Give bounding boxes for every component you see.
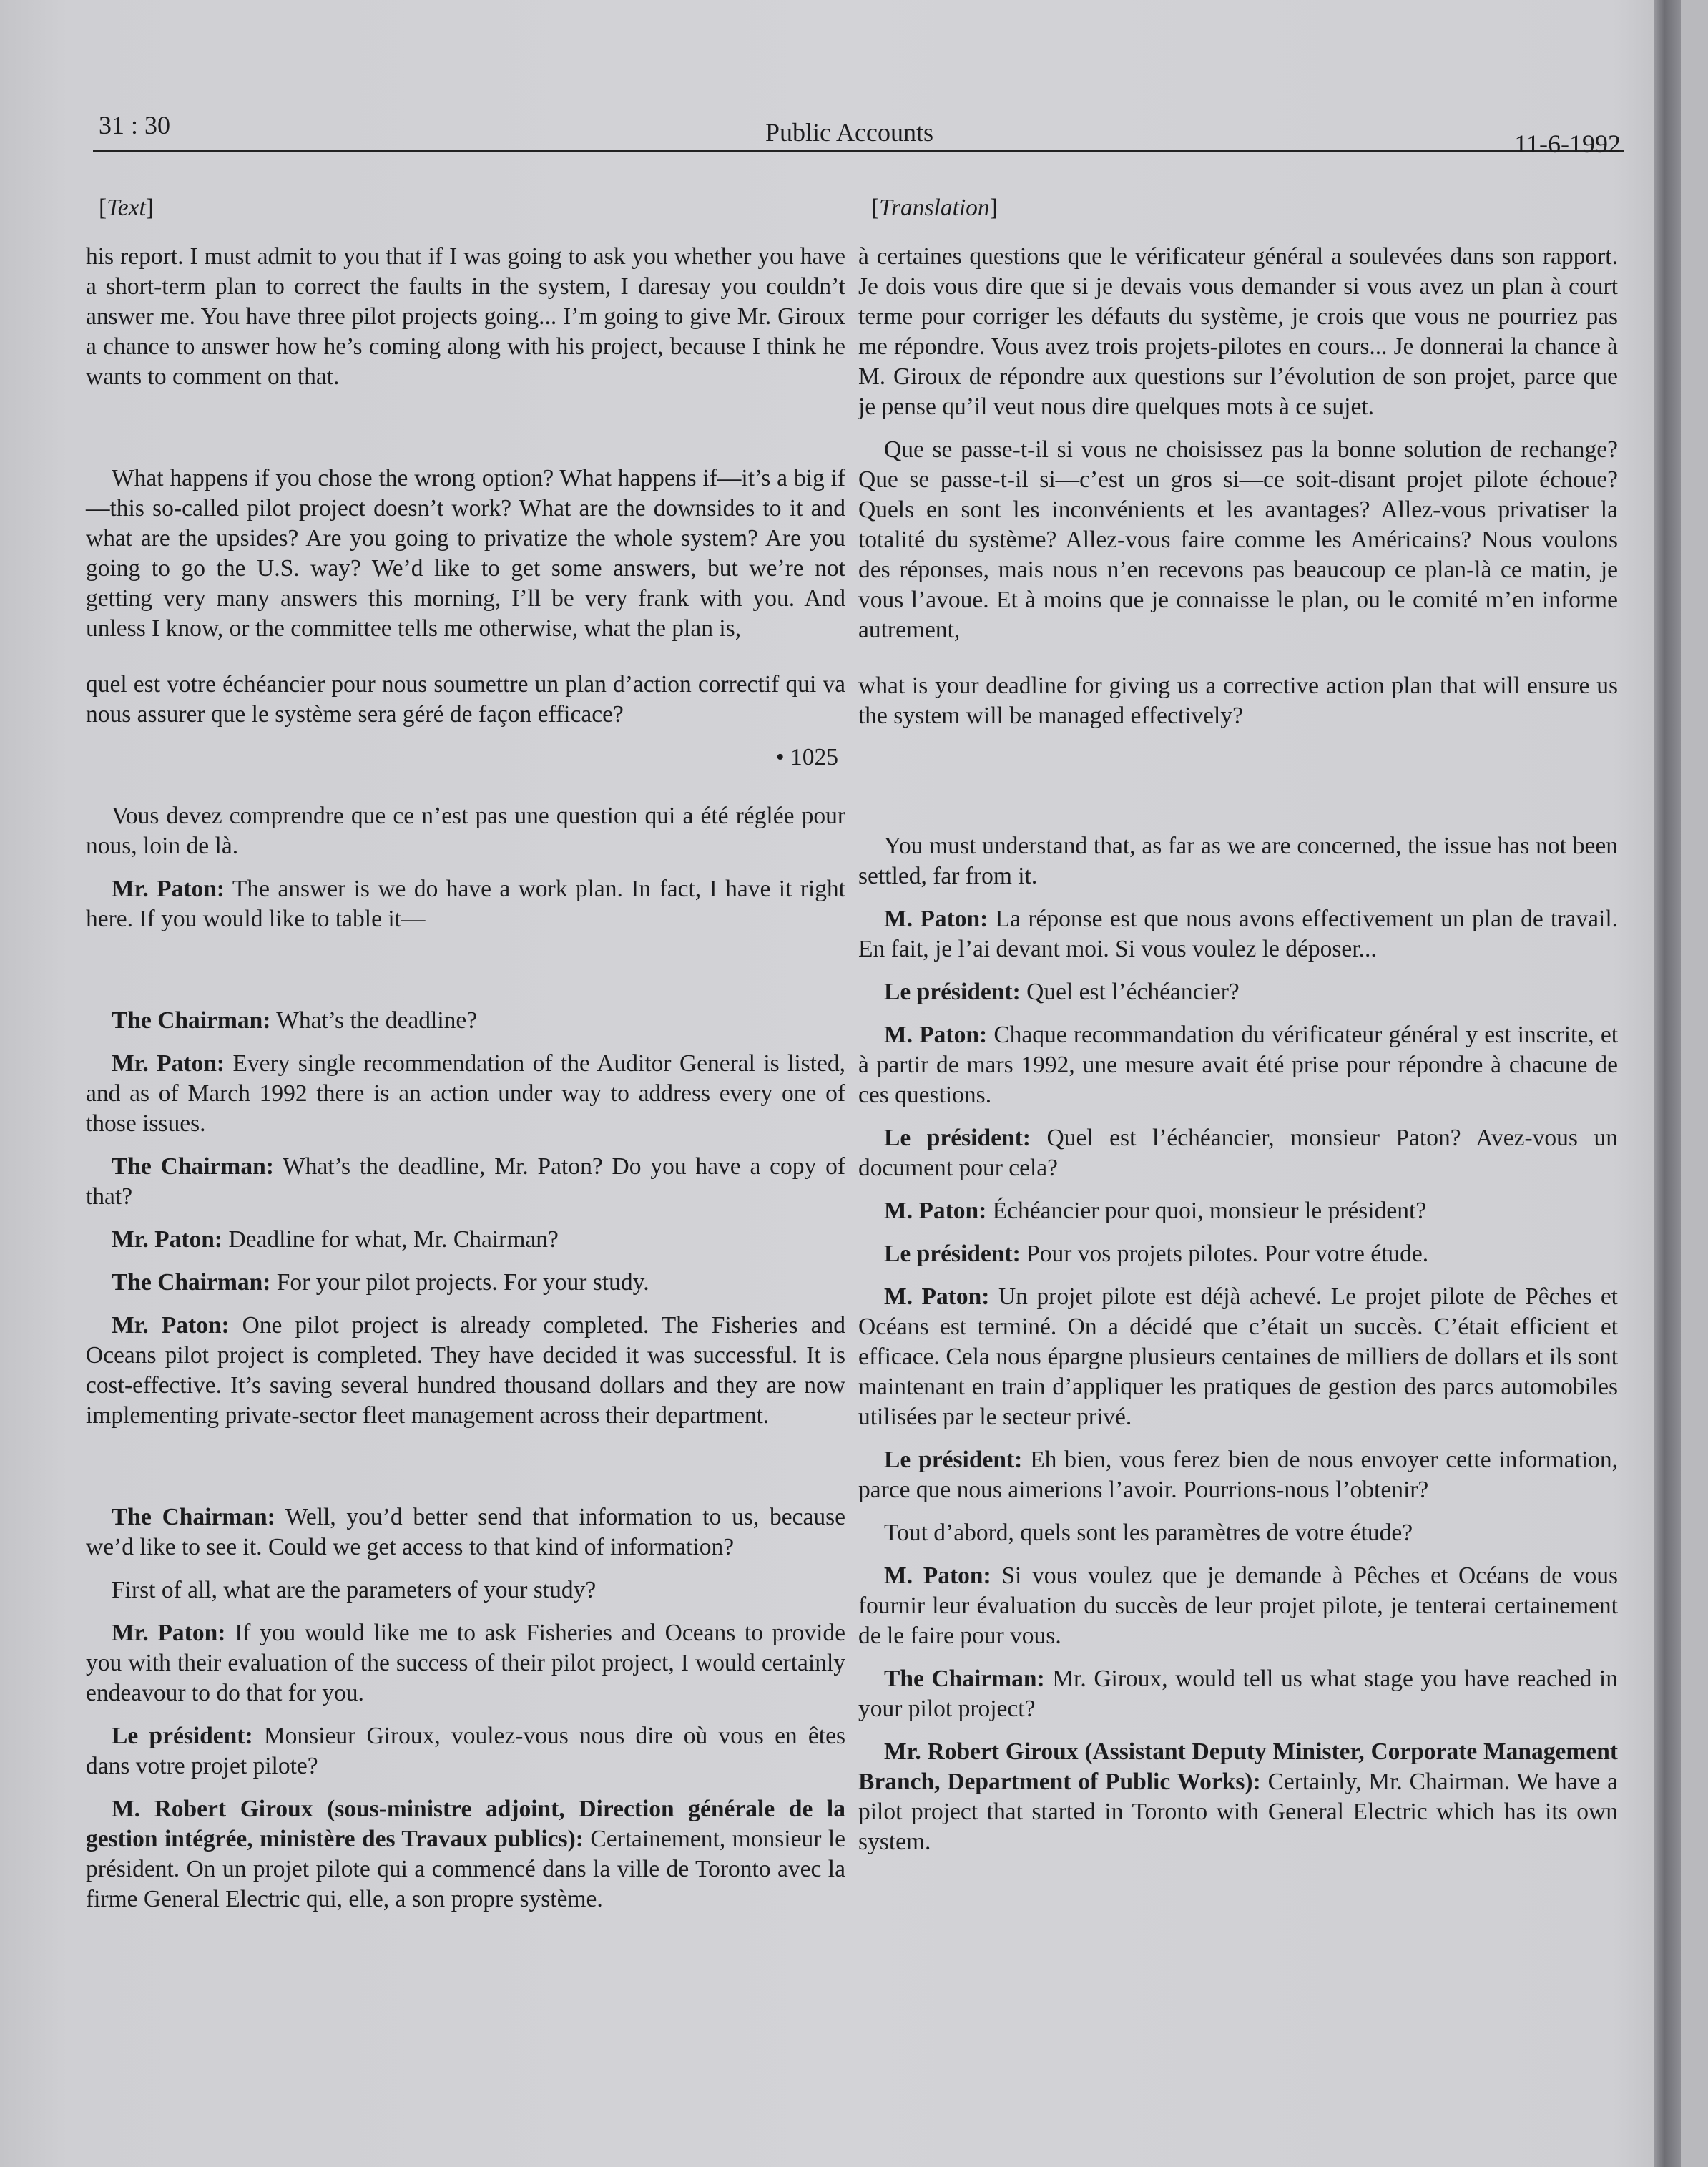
paragraph: Tout d’abord, quels sont les paramètres de votre étude?	[884, 1520, 1413, 1546]
speaker-name: The Chairman:	[112, 1504, 275, 1530]
translation-tag-label: Translation	[879, 195, 990, 221]
paragraph: You must understand that, as far as we are concerned, the issue has not been settled, far from it.	[858, 833, 1618, 889]
page-header	[93, 107, 1624, 158]
speaker-name: M. Paton:	[884, 1198, 987, 1224]
paragraph: Le président: Quel est l’échéancier?	[884, 979, 1240, 1005]
paragraph: what is your deadline for giving us a corrective action plan that will ensure us the system will be managed effectively?	[858, 672, 1618, 729]
speaker-name: Mr. Robert Giroux (Assistant Deputy Minister, Corporate Management Branch, Department of Public Works):	[858, 1738, 1618, 1795]
paragraph: M. Robert Giroux (sous-ministre adjoint, Direction générale de la gestion intégrée, ministère des Travaux publics): Certainement, monsieur le président. On un projet pilote qui a commencé dans la ville de Toronto avec la firme General Electric qui, elle, a son propre système.	[86, 1796, 845, 1912]
speaker-name: The Chairman:	[112, 1153, 274, 1180]
paragraph: Le président: Quel est l’échéancier, monsieur Paton? Avez-vous un document pour cela?	[858, 1125, 1618, 1181]
paragraph: M. Paton: Un projet pilote est déjà achevé. Le projet pilote de Pêches et Océans est terminé. On a décidé que c’était un succès. C’était efficient et efficace. Cela nous épargne plusieurs centaines de milliers de dollars et ils sont maintenant en train d’appliquer les pratiques de gestion des parcs automobiles utilisées par le secteur privé.	[858, 1283, 1618, 1430]
speaker-name: M. Paton:	[884, 1022, 988, 1048]
publication-title: Public Accounts	[765, 118, 933, 147]
speaker-name: The Chairman:	[112, 1269, 271, 1296]
paragraph: Mr. Paton: If you would like me to ask Fisheries and Oceans to provide you with their evaluation of the success of their pilot project, I would certainly endeavour to do that for you.	[86, 1620, 845, 1706]
speaker-name: Mr. Paton:	[112, 1226, 223, 1253]
paragraph: Vous devez comprendre que ce n’est pas une question qui a été réglée pour nous, loin de là.	[86, 803, 845, 859]
paragraph: The Chairman: For your pilot projects. For your study.	[112, 1269, 649, 1296]
speaker-name: Mr. Paton:	[112, 876, 225, 902]
speaker-name: Le président:	[884, 1447, 1023, 1473]
speaker-name: The Chairman:	[112, 1007, 271, 1034]
speaker-name: Mr. Paton:	[112, 1312, 230, 1339]
speaker-name: Mr. Paton:	[112, 1050, 225, 1077]
left-column	[86, 193, 845, 1927]
paragraph: The Chairman: What’s the deadline?	[112, 1007, 478, 1034]
translation-tag: [Translation]	[871, 195, 998, 221]
text-tag-label: Text	[107, 195, 146, 221]
speaker-name: The Chairman:	[884, 1665, 1045, 1692]
paragraph: Mr. Paton: The answer is we do have a work plan. In fact, I have it right here. If you would like to table it—	[86, 876, 845, 932]
page-number: 31 : 30	[99, 111, 171, 140]
paragraph: Mr. Robert Giroux (Assistant Deputy Minister, Corporate Management Branch, Department of Public Works): Certainly, Mr. Chairman. We have a pilot project that started in Toronto with General Electric which has its own system.	[858, 1738, 1618, 1855]
speaker-name: M. Robert Giroux (sous-ministre adjoint, Direction générale de la gestion intégrée, ministère des Travaux publics):	[86, 1796, 845, 1852]
issue-date: 11-6-1992	[1514, 129, 1621, 158]
speaker-name: Le président:	[112, 1723, 253, 1749]
paragraph: M. Paton: Échéancier pour quoi, monsieur le président?	[884, 1198, 1427, 1224]
speaker-name: Mr. Paton:	[112, 1620, 226, 1646]
speaker-name: M. Paton:	[884, 1283, 990, 1310]
paragraph: à certaines questions que le vérificateur général a soulevées dans son rapport. Je dois vous dire que si je devais vous demander si vous avez un plan à court terme pour corriger les défauts du système, je crois que vous ne pourriez pas me répondre. Vous avez trois projets-pilotes en cours... Je donnerai la chance à M. Giroux de répondre aux questions sur l’évolution de son projet, parce que je pense qu’il veut nous dire quelques mots à ce sujet.	[858, 243, 1618, 420]
paragraph: The Chairman: Well, you’d better send that information to us, because we’d like to see it. Could we get access to that kind of information?	[86, 1504, 845, 1560]
paragraph: Le président: Pour vos projets pilotes. Pour votre étude.	[884, 1241, 1429, 1267]
paragraph: Mr. Paton: Deadline for what, Mr. Chairman?	[112, 1226, 559, 1253]
paragraph: Que se passe-t-il si vous ne choisissez pas la bonne solution de rechange? Que se passe-t-il si—c’est un gros si—ce soit-disant projet pilote échoue? Quels en sont les inconvénients et les avantages? Allez-vous privatiser la totalité du système? Allez-vous faire comme les Américains? Nous voulons des réponses, mais nous n’en recevons pas beaucoup ce plan-là ce matin, je vous l’avoue. Et à moins que je connaisse le plan, ou le comité m’en informe autrement,	[858, 436, 1618, 643]
paragraph: Mr. Paton: Every single recommendation of the Auditor General is listed, and as of March 1992 there is an action under way to address every one of those issues.	[86, 1050, 845, 1137]
speaker-name: Le président:	[884, 1125, 1031, 1151]
paragraph: The Chairman: What’s the deadline, Mr. Paton? Do you have a copy of that?	[86, 1153, 845, 1210]
speaker-name: M. Paton:	[884, 1562, 991, 1589]
paragraph: quel est votre échéancier pour nous soumettre un plan d’action correctif qui va nous assurer que le système sera géré de façon efficace?	[86, 671, 845, 728]
paragraph: M. Paton: La réponse est que nous avons effectivement un plan de travail. En fait, je l’ai devant moi. Si vous voulez le déposer...	[858, 906, 1618, 962]
paragraph: Le président: Eh bien, vous ferez bien de nous envoyer cette information, parce que nous aimerions l’avoir. Pourrions-nous l’obtenir?	[858, 1447, 1619, 1503]
speaker-name: Le président:	[884, 979, 1021, 1005]
paragraph: M. Paton: Si vous voulez que je demande à Pêches et Océans de vous fournir leur évaluation du succès de leur projet pilote, je tenterai certainement de le faire pour vous.	[858, 1562, 1618, 1649]
time-marker: • 1025	[775, 744, 838, 771]
text-tag: [Text]	[99, 195, 154, 221]
paragraph: The Chairman: Mr. Giroux, would tell us what stage you have reached in your pilot project?	[858, 1665, 1618, 1722]
page-edge-shadow	[1654, 0, 1681, 2167]
speaker-name: Le président:	[884, 1241, 1021, 1267]
speaker-name: M. Paton:	[884, 906, 988, 932]
right-column	[858, 193, 1618, 1870]
paragraph: First of all, what are the parameters of your study?	[112, 1577, 597, 1603]
paragraph: Mr. Paton: One pilot project is already completed. The Fisheries and Oceans pilot project is completed. They have decided it was successful. It is cost-effective. It’s saving several hundred thousand dollars and they are now implementing private-sector fleet management across their department.	[86, 1312, 845, 1429]
paragraph: Le président: Monsieur Giroux, voulez-vous nous dire où vous en êtes dans votre projet pilote?	[86, 1723, 845, 1779]
paragraph: M. Paton: Chaque recommandation du vérificateur général y est inscrite, et à partir de mars 1992, une mesure avait été prise pour répondre à chacune de ces questions.	[858, 1022, 1618, 1108]
paragraph: his report. I must admit to you that if I was going to ask you whether you have a short-term plan to correct the faults in the system, I daresay you couldn’t answer me. You have three pilot projects going... I’m going to give Mr. Giroux a chance to answer how he’s coming along with his project, because I think he wants to comment on that.	[86, 243, 845, 390]
paragraph: What happens if you chose the wrong option? What happens if—it’s a big if—this so-called pilot project doesn’t work? What are the downsides to it and what are the upsides? Are you going to privatize the whole system? Are you going to go the U.S. way? We’d like to get some answers, but we’re not getting very many answers this morning, I’ll be very frank with you. And unless I know, or the committee tells me otherwise, what the plan is,	[86, 465, 845, 642]
